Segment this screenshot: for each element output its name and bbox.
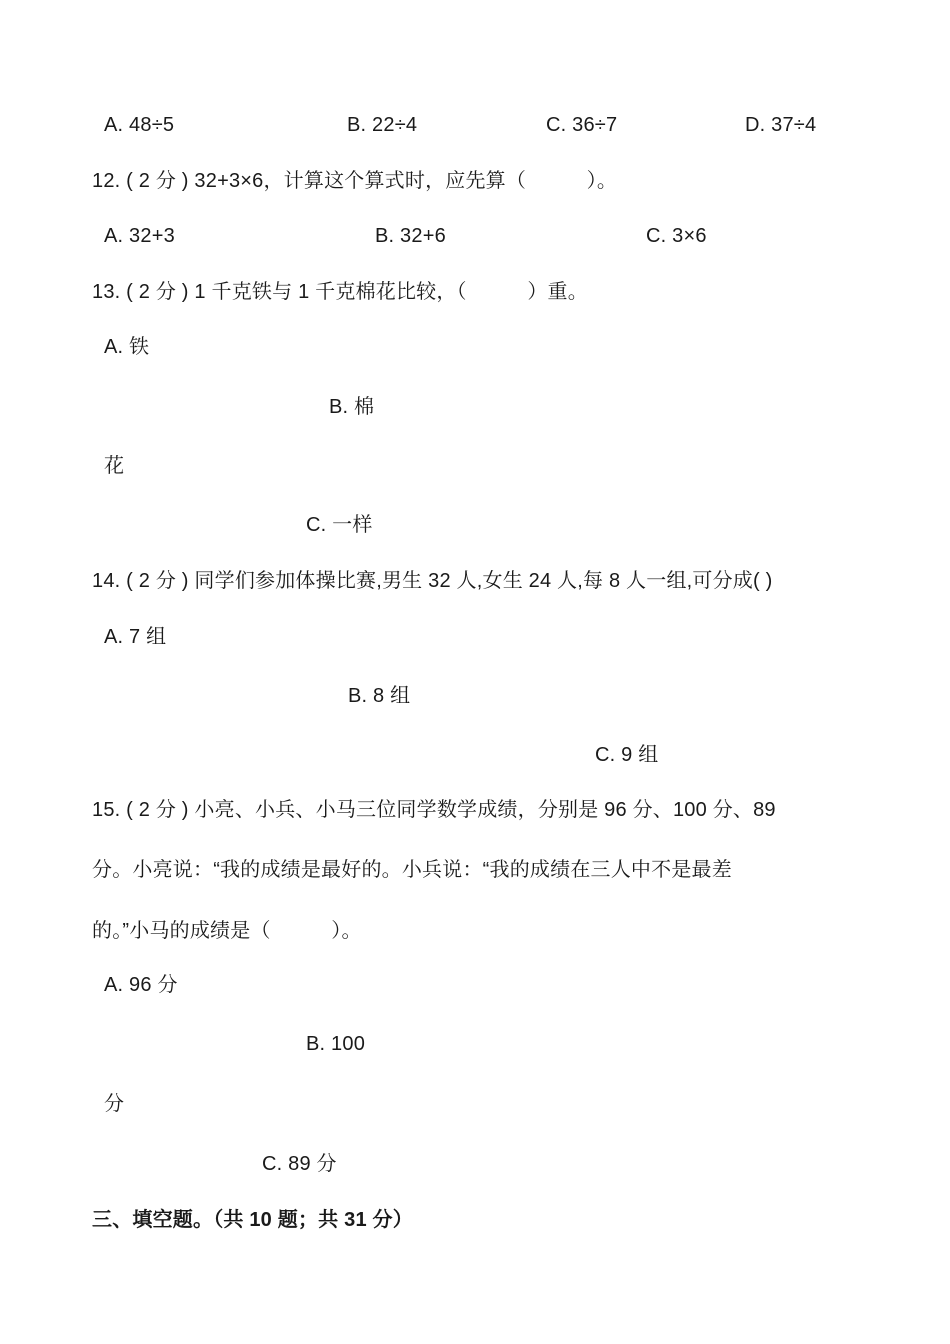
q11-option-c: C. 36÷7 — [546, 114, 618, 136]
q14-option-b: B. 8 组 — [348, 685, 411, 707]
q13-option-a: A. 铁 — [104, 336, 150, 358]
q12-option-a: A. 32+3 — [104, 225, 175, 247]
q15-stem-line3: 的。”小马的成绩是（ ）。 — [92, 920, 362, 942]
q12-option-b: B. 32+6 — [375, 225, 446, 247]
section3-heading: 三、填空题。（共 10 题；共 31 分） — [92, 1209, 413, 1231]
q15-option-a: A. 96 分 — [104, 974, 178, 996]
q15-option-b-wrap: 分 — [104, 1093, 125, 1115]
q13-option-b: B. 棉 — [329, 396, 375, 418]
q12-option-c: C. 3×6 — [646, 225, 707, 247]
q11-option-d: D. 37÷4 — [745, 114, 817, 136]
q15-stem-line1: 15. ( 2 分 ) 小亮、小兵、小马三位同学数学成绩，分别是 96 分、100 分、89 — [92, 799, 776, 821]
q13-stem: 13. ( 2 分 ) 1 千克铁与 1 千克棉花比较，（ ）重。 — [92, 281, 588, 303]
q15-option-c: C. 89 分 — [262, 1153, 337, 1175]
q13-option-c: C. 一样 — [306, 514, 373, 536]
q11-option-b: B. 22÷4 — [347, 114, 418, 136]
q14-stem: 14. ( 2 分 ) 同学们参加体操比赛,男生 32 人,女生 24 人,每 8 人一组,可分成( ) — [92, 570, 773, 592]
q14-option-c: C. 9 组 — [595, 744, 659, 766]
q13-option-b-wrap: 花 — [104, 455, 125, 477]
q15-option-b: B. 100 — [306, 1033, 366, 1055]
q12-stem: 12. ( 2 分 ) 32+3×6，计算这个算式时，应先算（ ）。 — [92, 170, 618, 192]
q15-stem-line2: 分。小亮说：“我的成绩是最好的。小兵说：“我的成绩在三人中不是最差 — [92, 859, 732, 881]
q14-option-a: A. 7 组 — [104, 626, 167, 648]
q11-option-a: A. 48÷5 — [104, 114, 175, 136]
